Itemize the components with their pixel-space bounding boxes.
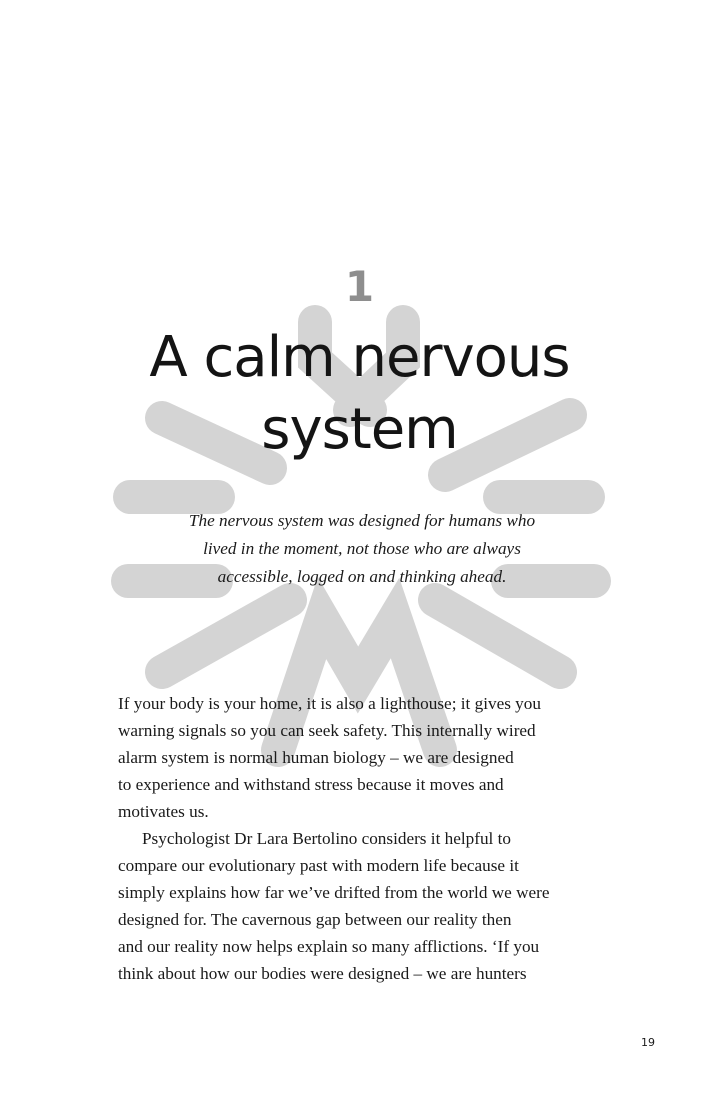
text-line: motivates us. [118, 802, 209, 821]
text-line: warning signals so you can seek safety. This internally wired [118, 721, 536, 740]
text-line: Psychologist Dr Lara Bertolino considers it helpful to [142, 829, 511, 848]
text-line: think about how our bodies were designed – we are hunters [118, 964, 527, 983]
text-line: designed for. The cavernous gap between our reality then [118, 910, 512, 929]
text-line: alarm system is normal human biology – we are designed [118, 748, 514, 767]
chapter-title-line-1: A calm nervous [149, 325, 570, 390]
epigraph-line: The nervous system was designed for humans who [188, 511, 536, 530]
epigraph-line: lived in the moment, not those who are always [203, 539, 521, 558]
text-line: If your body is your home, it is also a lighthouse; it gives you [118, 694, 541, 713]
ornament-stroke-lower-left-diagonal [162, 600, 290, 672]
text-line: compare our evolutionary past with modern life because it [118, 856, 519, 875]
chapter-title [0, 322, 719, 466]
epigraph [100, 507, 624, 591]
ornament-stroke-lower-right-diagonal [435, 600, 560, 672]
epigraph-line: accessible, logged on and thinking ahead. [217, 567, 507, 586]
text-line: to experience and withstand stress because it moves and [118, 775, 504, 794]
body-text [118, 690, 618, 987]
chapter-number: 1 [344, 262, 375, 311]
paragraph-1 [118, 690, 618, 825]
text-line: and our reality now helps explain so many afflictions. ‘If you [118, 937, 540, 956]
text-line: simply explains how far we’ve drifted from the world we were [118, 883, 550, 902]
page-number: 19 [641, 1036, 655, 1049]
paragraph-2 [118, 825, 618, 987]
chapter-title-line-2: system [261, 397, 458, 462]
